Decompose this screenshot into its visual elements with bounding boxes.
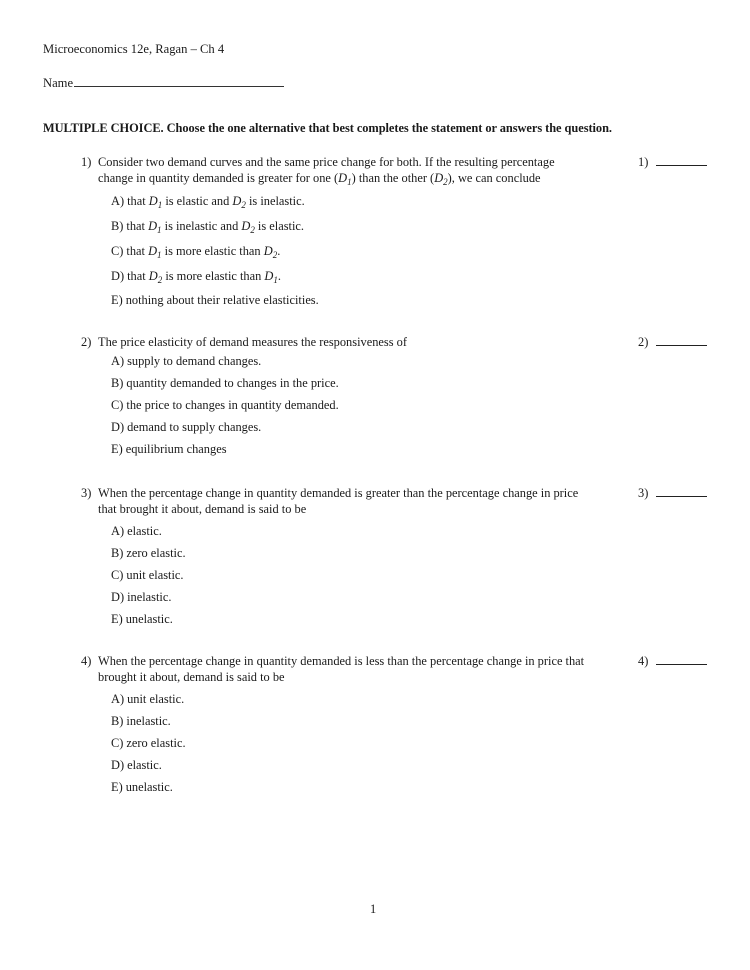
option-e[interactable]: E) nothing about their relative elasticities. xyxy=(111,293,319,307)
question-stem xyxy=(81,653,618,685)
answer-line[interactable] xyxy=(656,334,707,346)
question-1 xyxy=(81,154,731,311)
question-number: 1) xyxy=(81,155,92,169)
answer-line[interactable] xyxy=(656,485,707,497)
name-field[interactable] xyxy=(43,74,284,91)
name-blank-line[interactable] xyxy=(74,74,284,87)
option-c[interactable]: C) the price to changes in quantity demanded. xyxy=(111,398,339,412)
option-c[interactable]: C) zero elastic. xyxy=(111,736,186,750)
options-list xyxy=(81,688,731,798)
options-list xyxy=(81,190,731,311)
question-text-line: When the percentage change in quantity demanded is greater than the percentage change in price xyxy=(98,486,579,500)
option-a[interactable]: A) supply to demand changes. xyxy=(111,354,262,368)
options-list xyxy=(81,520,731,630)
option-d[interactable]: D) elastic. xyxy=(111,758,162,772)
question-text-line: When the percentage change in quantity demanded is less than the percentage change in price that xyxy=(98,654,585,668)
answer-blank-4[interactable]: 4) xyxy=(638,653,707,669)
option-a[interactable]: A) that $D_1$ is elastic and $D_2$ is inelastic. xyxy=(111,194,305,210)
question-number: 4) xyxy=(81,654,92,668)
answer-blank-3[interactable]: 3) xyxy=(638,485,707,501)
question-stem xyxy=(81,154,618,187)
options-list xyxy=(81,350,731,460)
answer-line[interactable] xyxy=(656,653,707,665)
course-title: Microeconomics 12e, Ragan – Ch 4 xyxy=(43,42,225,56)
option-e[interactable]: E) unelastic. xyxy=(111,612,173,626)
option-b[interactable]: B) zero elastic. xyxy=(111,546,186,560)
option-c[interactable]: C) unit elastic. xyxy=(111,568,184,582)
option-d[interactable]: D) that $D_2$ is more elastic than $D_1$. xyxy=(111,269,281,285)
question-number: 2) xyxy=(81,335,92,349)
answer-blank-1[interactable]: 1) xyxy=(638,154,707,170)
option-e[interactable]: E) equilibrium changes xyxy=(111,442,227,456)
question-3 xyxy=(81,485,731,630)
answer-line[interactable] xyxy=(656,154,707,166)
question-text-line: change in quantity demanded is greater for one $(D_1)$ than the other $(D_2)$, we can conclude xyxy=(98,171,541,187)
option-d[interactable]: D) inelastic. xyxy=(111,590,172,604)
question-stem xyxy=(81,485,618,517)
name-label: Name xyxy=(43,76,74,90)
page-number: 1 xyxy=(370,902,377,916)
question-text-line: brought it about, demand is said to be xyxy=(98,670,285,684)
option-b[interactable]: B) quantity demanded to changes in the price. xyxy=(111,376,339,390)
option-d[interactable]: D) demand to supply changes. xyxy=(111,420,262,434)
answer-blank-2[interactable]: 2) xyxy=(638,334,707,350)
option-a[interactable]: A) unit elastic. xyxy=(111,692,185,706)
option-c[interactable]: C) that $D_1$ is more elastic than $D_2$. xyxy=(111,244,281,260)
question-2 xyxy=(81,334,731,460)
option-a[interactable]: A) elastic. xyxy=(111,524,162,538)
question-number: 3) xyxy=(81,486,92,500)
question-4 xyxy=(81,653,731,798)
question-text-line: Consider two demand curves and the same price change for both. If the resulting percentage xyxy=(98,155,555,169)
question-stem xyxy=(81,334,618,350)
option-b[interactable]: B) that $D_1$ is inelastic and $D_2$ is elastic. xyxy=(111,219,305,235)
question-text-line: The price elasticity of demand measures the responsiveness of xyxy=(98,335,407,349)
option-e[interactable]: E) unelastic. xyxy=(111,780,173,794)
instructions-heading: MULTIPLE CHOICE. Choose the one alternative that best completes the statement or answers the question. xyxy=(43,121,612,135)
question-text-line: that brought it about, demand is said to be xyxy=(98,502,307,516)
option-b[interactable]: B) inelastic. xyxy=(111,714,171,728)
